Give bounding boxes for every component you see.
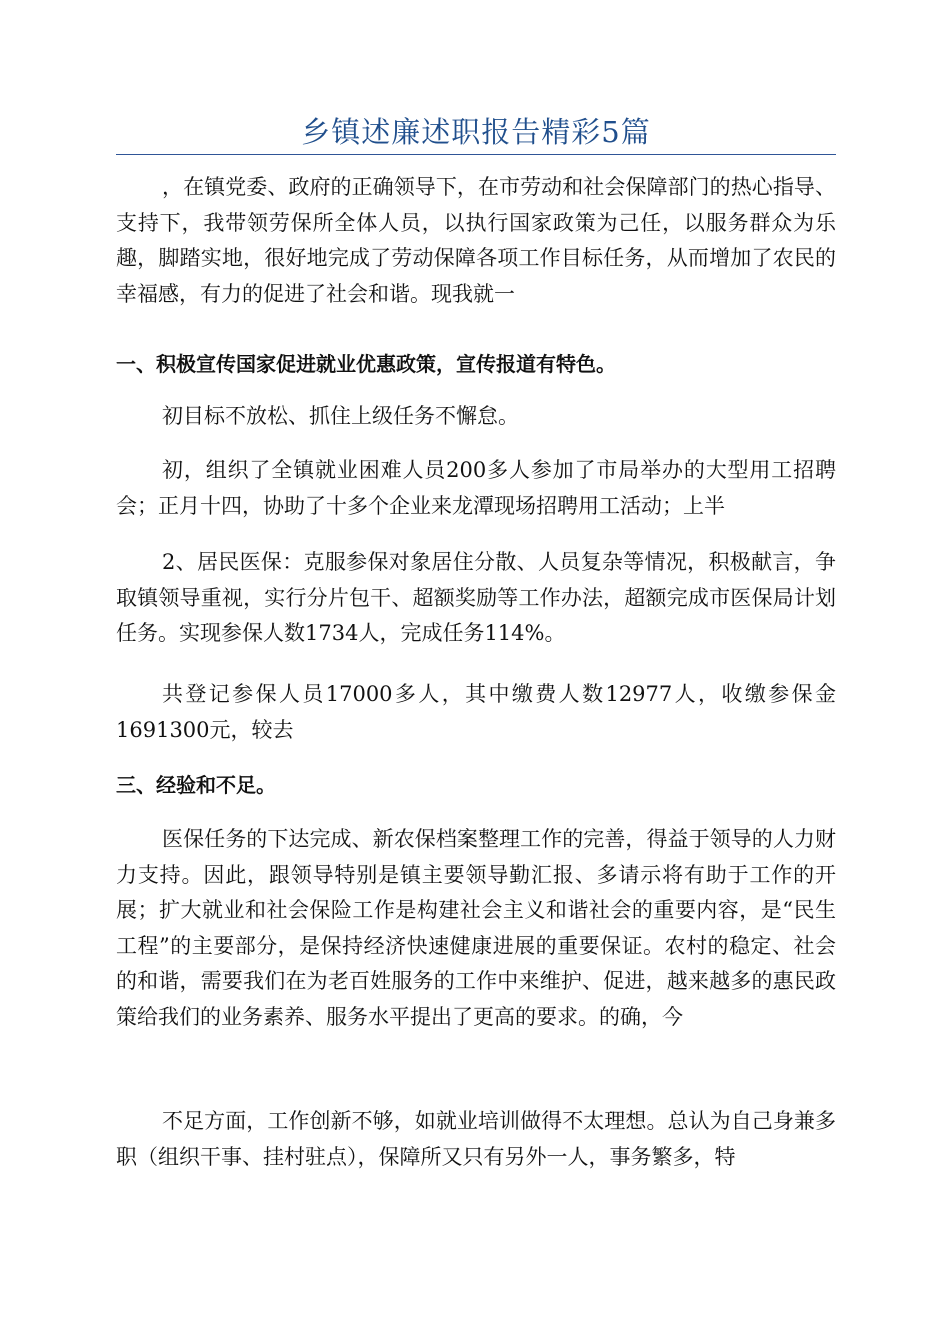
title-underline <box>116 154 836 155</box>
section-heading-1: 一、积极宣传国家促进就业优惠政策，宣传报道有特色。 <box>116 352 616 376</box>
paragraph-job-fair: 初，组织了全镇就业困难人员200多人参加了市局举办的大型用工招聘会；正月十四，协助了十多个企业来龙潭现场招聘用工活动；上半 <box>116 458 836 518</box>
section-heading-3: 三、经验和不足。 <box>116 773 276 797</box>
paragraph-intro: ，在镇党委、政府的正确领导下，在市劳动和社会保障部门的热心指导、支持下，我带领劳保所全体人员，以执行国家政策为己任，以服务群众为乐趣，脚踏实地，很好地完成了劳动保障各项工作目标任务，从而增加了农民的幸福感，有力的促进了社会和谐。现我就一 <box>116 175 836 306</box>
paragraph-enrollment: 共登记参保人员17000多人，其中缴费人数12977人，收缴参保金1691300元，较去 <box>116 682 836 742</box>
paragraph-medical-insurance: 2、居民医保：克服参保对象居住分散、人员复杂等情况，积极献言，争取镇领导重视，实行分片包干、超额奖励等工作办法，超额完成市医保局计划任务。实现参保人数1734人，完成任务114%。 <box>116 550 836 645</box>
document-title: 乡镇述廉述职报告精彩5篇 <box>301 115 651 149</box>
paragraph-shortcomings: 不足方面，工作创新不够，如就业培训做得不太理想。总认为自己身兼多职（组织干事、挂村驻点），保障所又只有另外一人，事务繁多，特 <box>116 1109 836 1169</box>
paragraph-experience: 医保任务的下达完成、新农保档案整理工作的完善，得益于领导的人力财力支持。因此，跟领导特别是镇主要领导勤汇报、多请示将有助于工作的开展；扩大就业和社会保险工作是构建社会主义和谐社会的重要内容，是“民生工程”的主要部分，是保持经济快速健康进展的重要保证。农村的稳定、社会的和谐，需要我们在为老百姓服务的工作中来维护、促进，越来越多的惠民政策给我们的业务素养、服务水平提出了更高的要求。的确，今 <box>116 827 836 1029</box>
paragraph-goals: 初目标不放松、抓住上级任务不懈怠。 <box>162 404 519 428</box>
